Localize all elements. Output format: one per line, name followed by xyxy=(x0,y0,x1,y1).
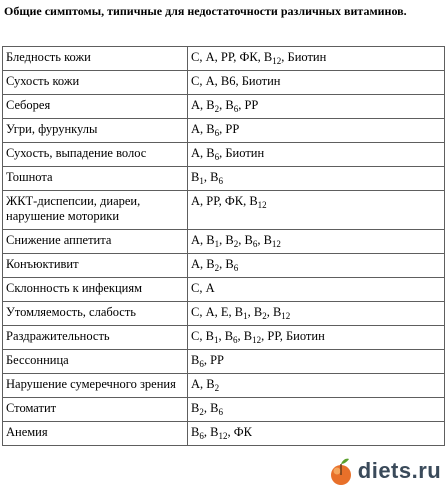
symptom-cell: Бледность кожи xyxy=(3,47,188,71)
table-row xyxy=(3,47,445,71)
symptom-cell: ЖКТ-диспепсии, диареи, нарушение моторики xyxy=(3,191,188,230)
vitamins-cell xyxy=(188,326,445,350)
symptom-cell: Раздражительность xyxy=(3,326,188,350)
vitamins-cell xyxy=(188,230,445,254)
vitamin-subscript: 2 xyxy=(199,407,204,417)
vitamin-subscript: 2 xyxy=(262,311,267,321)
vitamin-text: А, В xyxy=(191,233,215,247)
vitamin-symptoms-table xyxy=(2,46,445,446)
vitamins-cell xyxy=(188,47,445,71)
vitamin-text: , В xyxy=(238,233,253,247)
vitamin-subscript: 6 xyxy=(214,152,220,162)
vitamin-subscript: 6 xyxy=(214,128,220,138)
symptom-cell: Склонность к инфекциям xyxy=(3,278,188,302)
table-row xyxy=(3,326,445,350)
symptom-cell: Угри, фурункулы xyxy=(3,119,188,143)
vitamin-text: А, В xyxy=(191,98,215,112)
vitamin-subscript: 12 xyxy=(271,239,281,249)
vitamin-subscript: 12 xyxy=(218,431,228,441)
vitamin-subscript: 1 xyxy=(243,311,248,321)
symptom-cell: Анемия xyxy=(3,422,188,446)
vitamin-text: , Биотин xyxy=(281,50,327,64)
vitamin-text: , В xyxy=(247,305,263,319)
vitamin-subscript: 1 xyxy=(213,335,219,345)
symptom-cell: Снижение аппетита xyxy=(3,230,188,254)
table-row xyxy=(3,350,445,374)
vitamin-text: , В xyxy=(237,329,253,343)
vitamin-text: , В xyxy=(257,233,272,247)
vitamin-text: , РР xyxy=(219,122,240,136)
vitamin-subscript: 6 xyxy=(218,176,223,186)
vitamin-subscript: 12 xyxy=(252,335,262,345)
symptom-cell: Тошнота xyxy=(3,167,188,191)
vitamin-subscript: 6 xyxy=(218,407,223,417)
symptom-cell: Бессонница xyxy=(3,350,188,374)
symptom-cell: Сухость, выпадение волос xyxy=(3,143,188,167)
vitamin-subscript: 1 xyxy=(214,239,220,249)
vitamin-text: , РР, Биотин xyxy=(261,329,325,343)
vitamins-cell xyxy=(188,191,445,230)
symptom-cell: Стоматит xyxy=(3,398,188,422)
vitamin-text: , В xyxy=(219,233,234,247)
vitamins-cell xyxy=(188,71,445,95)
vitamins-cell xyxy=(188,398,445,422)
vitamins-cell xyxy=(188,422,445,446)
vitamin-subscript: 12 xyxy=(257,200,267,210)
vitamin-text: А, В xyxy=(191,257,215,271)
vitamin-text: , В xyxy=(219,98,234,112)
table-row xyxy=(3,374,445,398)
vitamin-text: А, В xyxy=(191,122,215,136)
vitamin-text: В xyxy=(191,353,200,367)
vitamins-cell xyxy=(188,374,445,398)
vitamin-text: В xyxy=(191,170,200,184)
vitamin-subscript: 2 xyxy=(214,263,220,273)
vitamin-subscript: 6 xyxy=(252,239,258,249)
vitamin-text: В xyxy=(191,401,200,415)
symptom-cell: Конъюктивит xyxy=(3,254,188,278)
table-row xyxy=(3,95,445,119)
vitamin-text: С, А, РР, ФК, В xyxy=(191,50,273,64)
vitamin-text: , В xyxy=(266,305,282,319)
vitamin-subscript: 6 xyxy=(199,359,204,369)
vitamin-text: , В xyxy=(203,170,219,184)
table-row xyxy=(3,422,445,446)
vitamin-subscript: 12 xyxy=(281,311,291,321)
vitamins-cell xyxy=(188,95,445,119)
vitamin-text: В xyxy=(191,425,200,439)
vitamin-text: , Биотин xyxy=(219,146,265,160)
vitamin-text: , ФК xyxy=(227,425,252,439)
vitamin-subscript: 2 xyxy=(214,383,220,393)
vitamin-text: , В xyxy=(219,257,234,271)
vitamin-text: , РР xyxy=(238,98,259,112)
symptom-cell: Себорея xyxy=(3,95,188,119)
symptom-cell: Сухость кожи xyxy=(3,71,188,95)
symptom-cell: Нарушение сумеречного зрения xyxy=(3,374,188,398)
table-row xyxy=(3,167,445,191)
vitamin-text: А, В xyxy=(191,146,215,160)
vitamin-subscript: 6 xyxy=(233,104,239,114)
vitamins-cell xyxy=(188,254,445,278)
symptom-cell: Утомляемость, слабость xyxy=(3,302,188,326)
table-row xyxy=(3,398,445,422)
vitamins-cell xyxy=(188,302,445,326)
table-row xyxy=(3,119,445,143)
vitamin-subscript: 6 xyxy=(233,335,238,345)
table-row xyxy=(3,230,445,254)
vitamin-text: А, В xyxy=(191,377,215,391)
table-row xyxy=(3,302,445,326)
vitamin-text: , В xyxy=(218,329,234,343)
vitamin-text: С, В xyxy=(191,329,214,343)
apple-icon xyxy=(327,456,355,486)
page-title: Общие симптомы, типичные для недостаточности различных витаминов. xyxy=(4,4,407,18)
vitamins-cell xyxy=(188,350,445,374)
vitamin-text: , В xyxy=(203,401,219,415)
table-row xyxy=(3,254,445,278)
vitamin-subscript: 1 xyxy=(199,176,204,186)
vitamins-cell xyxy=(188,143,445,167)
table-row xyxy=(3,278,445,302)
vitamins-cell xyxy=(188,119,445,143)
vitamins-cell xyxy=(188,278,445,302)
vitamin-text: , В xyxy=(203,425,219,439)
watermark-text: diets.ru xyxy=(357,458,442,483)
vitamin-subscript: 6 xyxy=(233,263,239,273)
vitamin-subscript: 2 xyxy=(233,239,239,249)
vitamin-text: С, А xyxy=(191,281,215,295)
vitamins-cell xyxy=(188,167,445,191)
vitamin-text: А, РР, ФК, В xyxy=(191,194,258,208)
vitamin-subscript: 2 xyxy=(214,104,220,114)
vitamin-text: , РР xyxy=(203,353,224,367)
vitamin-text: С, А, В6, Биотин xyxy=(191,74,281,88)
vitamin-text: С, А, Е, В xyxy=(191,305,244,319)
table-row xyxy=(3,71,445,95)
table-row xyxy=(3,191,445,230)
diets-ru-watermark xyxy=(321,453,447,489)
vitamin-subscript: 12 xyxy=(272,56,282,66)
table-row xyxy=(3,143,445,167)
vitamin-subscript: 6 xyxy=(199,431,204,441)
